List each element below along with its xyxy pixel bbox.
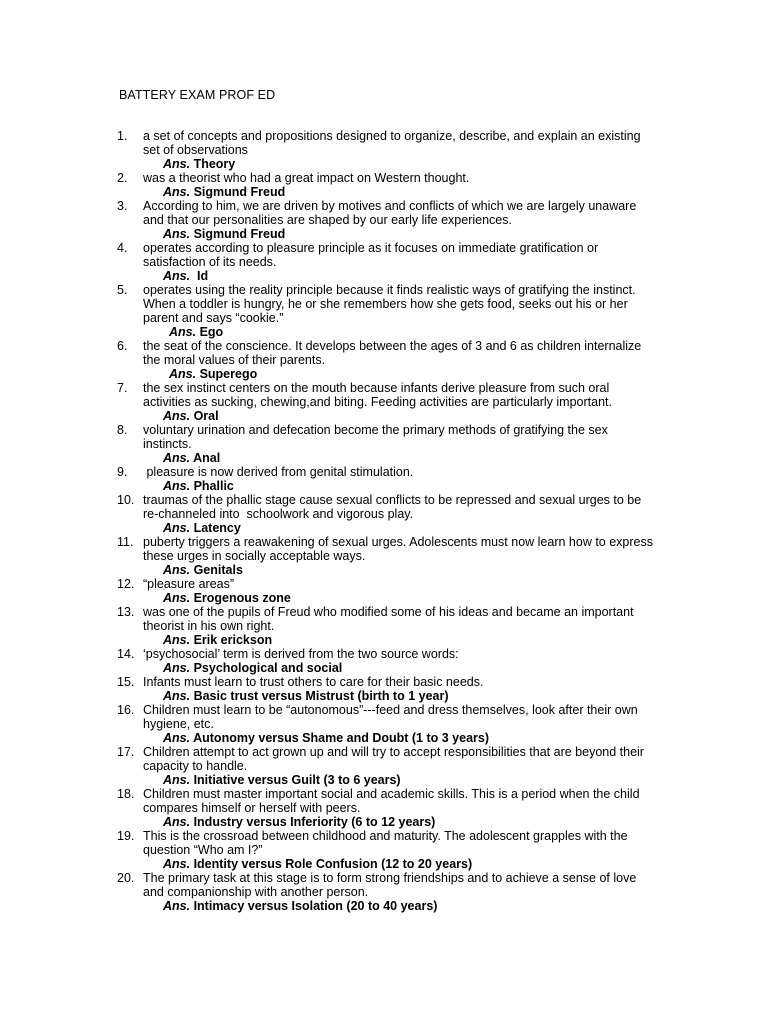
- question-number: 10.: [117, 493, 135, 507]
- answer-line: [163, 857, 657, 871]
- question-number: 17.: [117, 745, 135, 759]
- question-item: [117, 241, 657, 283]
- answer-line: [163, 521, 657, 535]
- question-item: [117, 703, 657, 745]
- question-number: 9.: [117, 465, 128, 479]
- question-number: 15.: [117, 675, 135, 689]
- question-item: [117, 465, 657, 493]
- answer-label: Ans.: [163, 689, 191, 703]
- answer-line: [163, 591, 657, 605]
- question-text: The primary task at this stage is to form strong friendships and to achieve a sense of love and companionship with another person.: [143, 871, 640, 899]
- answer-label: Ans.: [163, 157, 191, 171]
- answer-label: Ans.: [163, 591, 191, 605]
- answer-line: [163, 185, 657, 199]
- question-item: [117, 171, 657, 199]
- answer-label: Ans.: [163, 731, 191, 745]
- answer-line: [163, 731, 657, 745]
- question-number: 13.: [117, 605, 135, 619]
- question-item: [117, 339, 657, 381]
- answer-text: Basic trust versus Mistrust (birth to 1 year): [193, 689, 449, 703]
- answer-label: Ans.: [163, 857, 191, 871]
- answer-label: Ans.: [163, 185, 191, 199]
- question-text: pleasure is now derived from genital stimulation.: [143, 465, 414, 479]
- answer-line: [163, 451, 657, 465]
- answer-label: Ans.: [163, 899, 191, 913]
- question-number: 7.: [117, 381, 128, 395]
- question-number: 3.: [117, 199, 128, 213]
- question-text: was a theorist who had a great impact on Western thought.: [143, 171, 470, 185]
- question-number: 2.: [117, 171, 128, 185]
- question-number: 6.: [117, 339, 128, 353]
- answer-text: Industry versus Inferiority (6 to 12 years): [193, 815, 436, 829]
- question-number: 4.: [117, 241, 128, 255]
- question-text: operates according to pleasure principle as it focuses on immediate gratification or satisfaction of its needs.: [143, 241, 602, 269]
- answer-label: Ans.: [169, 367, 197, 381]
- answer-text: Anal: [193, 451, 221, 465]
- question-number: 5.: [117, 283, 128, 297]
- answer-line: [163, 899, 657, 913]
- question-text: traumas of the phallic stage cause sexual conflicts to be repressed and sexual urges to be re-channeled into schoolwork and vigorous play.: [143, 493, 645, 521]
- question-item: [117, 871, 657, 913]
- question-item: [117, 605, 657, 647]
- question-item: [117, 493, 657, 535]
- answer-text: Erik erickson: [193, 633, 273, 647]
- answer-text: Intimacy versus Isolation (20 to 40 years): [193, 899, 438, 913]
- question-text: a set of concepts and propositions designed to organize, describe, and explain an existing set of observations: [143, 129, 645, 157]
- answer-line: [163, 227, 657, 241]
- question-item: [117, 577, 657, 605]
- answer-text: Initiative versus Guilt (3 to 6 years): [193, 773, 401, 787]
- answer-label: Ans.: [163, 773, 191, 787]
- question-text: the seat of the conscience. It develops between the ages of 3 and 6 as children internalize the moral values of their parents.: [143, 339, 645, 367]
- question-text: According to him, we are driven by motives and conflicts of which we are largely unaware and that our personalities are shaped by our early life experiences.: [143, 199, 640, 227]
- answer-text: Autonomy versus Shame and Doubt (1 to 3 years): [193, 731, 490, 745]
- answer-line: [163, 773, 657, 787]
- answer-line: [163, 269, 657, 283]
- answer-text: Id: [193, 269, 209, 283]
- question-number: 8.: [117, 423, 128, 437]
- answer-text: Oral: [193, 409, 219, 423]
- question-number: 19.: [117, 829, 135, 843]
- question-item: [117, 675, 657, 703]
- question-number: 11.: [117, 535, 134, 549]
- answer-label: Ans.: [163, 409, 191, 423]
- question-item: [117, 199, 657, 241]
- question-text: the sex instinct centers on the mouth because infants derive pleasure from such oral activities as sucking, chewing,and biting. Feeding activities are particularly important.: [143, 381, 613, 409]
- answer-text: Theory: [193, 157, 236, 171]
- answer-line: [163, 479, 657, 493]
- answer-text: Phallic: [193, 479, 234, 493]
- answer-text: Superego: [199, 367, 258, 381]
- question-text: was one of the pupils of Freud who modified some of his ideas and became an important theorist in his own right.: [143, 605, 638, 633]
- question-item: [117, 829, 657, 871]
- question-text: “pleasure areas”: [143, 577, 235, 591]
- question-number: 1.: [117, 129, 128, 143]
- question-number: 16.: [117, 703, 135, 717]
- answer-line: [163, 633, 657, 647]
- answer-text: Identity versus Role Confusion (12 to 20 years): [193, 857, 473, 871]
- answer-line: [163, 815, 657, 829]
- answer-line: [163, 409, 657, 423]
- answer-text: Ego: [199, 325, 224, 339]
- answer-label: Ans.: [163, 633, 191, 647]
- answer-text: Psychological and social: [193, 661, 343, 675]
- answer-label: Ans.: [169, 325, 197, 339]
- question-text: voluntary urination and defecation become the primary methods of gratifying the sex instincts.: [143, 423, 612, 451]
- answer-label: Ans.: [163, 479, 191, 493]
- question-text: Children must learn to be “autonomous”---feed and dress themselves, look after their own hygiene, etc.: [143, 703, 642, 731]
- document-title: BATTERY EXAM PROF ED: [119, 88, 276, 102]
- question-list: [117, 129, 657, 913]
- answer-label: Ans.: [163, 815, 191, 829]
- answer-line: [163, 661, 657, 675]
- question-item: [117, 423, 657, 465]
- answer-text: Erogenous zone: [193, 591, 291, 605]
- question-number: 20.: [117, 871, 135, 885]
- question-text: Children must master important social and academic skills. This is a period when the child compares himself or herself with peers.: [143, 787, 643, 815]
- question-item: [117, 283, 657, 339]
- question-text: Infants must learn to trust others to care for their basic needs.: [143, 675, 484, 689]
- question-item: [117, 129, 657, 171]
- question-text: operates using the reality principle because it finds realistic ways of gratifying the instinct. When a toddler is hungry, he or she remembers how she gets food, seeks out his or her parent and says “cookie.”: [143, 283, 640, 325]
- question-item: [117, 787, 657, 829]
- question-item: [117, 745, 657, 787]
- answer-text: Sigmund Freud: [193, 227, 286, 241]
- answer-label: Ans.: [163, 661, 191, 675]
- answer-text: Genitals: [193, 563, 243, 577]
- question-number: 18.: [117, 787, 135, 801]
- question-number: 12.: [117, 577, 135, 591]
- question-number: 14.: [117, 647, 135, 661]
- question-item: [117, 381, 657, 423]
- question-text: ‘psychosocial’ term is derived from the two source words:: [143, 647, 459, 661]
- answer-label: Ans.: [163, 227, 191, 241]
- answer-line: [163, 157, 657, 171]
- answer-line: [169, 325, 657, 339]
- answer-label: Ans.: [163, 451, 191, 465]
- answer-label: Ans.: [163, 563, 191, 577]
- answer-text: Latency: [193, 521, 241, 535]
- question-item: [117, 535, 657, 577]
- answer-line: [163, 689, 657, 703]
- answer-line: [169, 367, 657, 381]
- question-text: Children attempt to act grown up and will try to accept responsibilities that are beyond their capacity to handle.: [143, 745, 648, 773]
- answer-text: Sigmund Freud: [193, 185, 286, 199]
- answer-label: Ans.: [163, 521, 191, 535]
- answer-label: Ans.: [163, 269, 191, 283]
- answer-line: [163, 563, 657, 577]
- question-item: [117, 647, 657, 675]
- question-text: This is the crossroad between childhood and maturity. The adolescent grapples with the question “Who am I?”: [143, 829, 632, 857]
- question-text: puberty triggers a reawakening of sexual urges. Adolescents must now learn how to express these urges in socially acceptable ways.: [143, 535, 657, 563]
